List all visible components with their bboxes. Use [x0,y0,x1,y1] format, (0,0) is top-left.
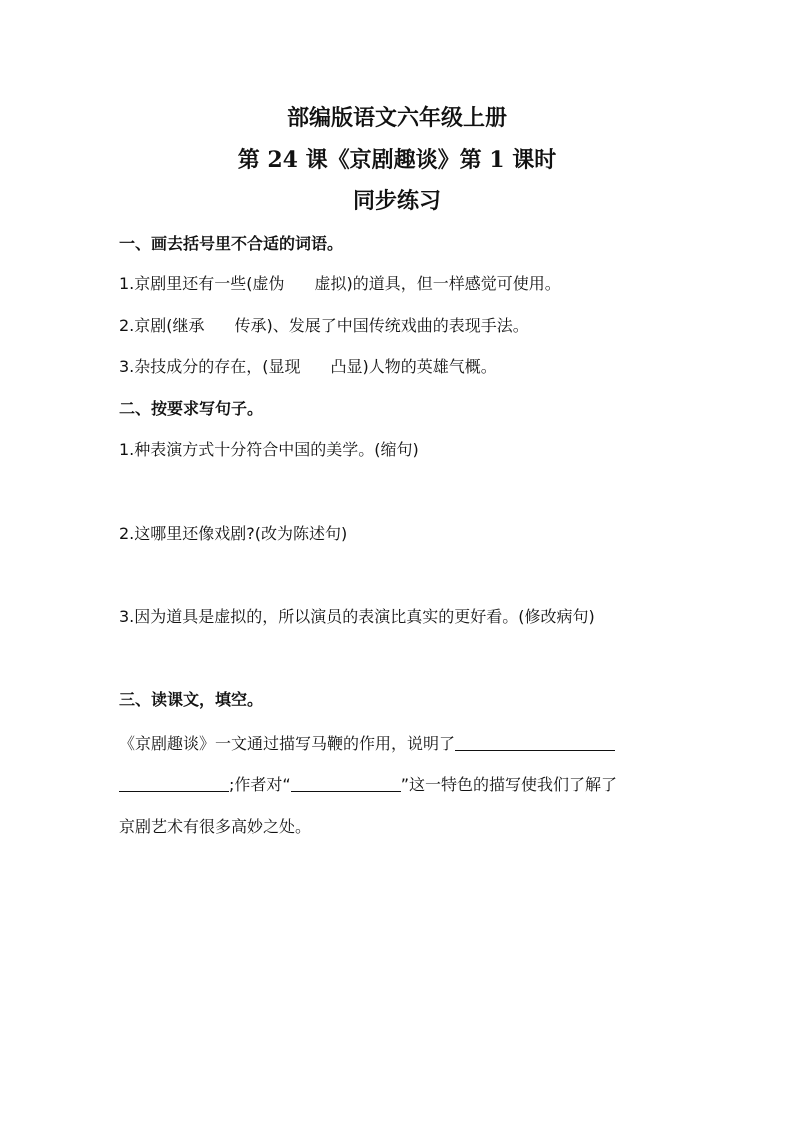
question-3-part-b: 凸显)人物的英雄气概。 [330,357,497,376]
section2-question-3: 3.因为道具是虚拟的，所以演员的表演比真实的更好看。(修改病句) [119,607,595,626]
title-grade: 部编版语文六年级上册 [286,105,507,131]
question-1-part-a: 1.京剧里还有一些(虚伪 [119,274,285,293]
answer-blank-1[interactable] [455,732,615,751]
section3-text-1: 《京剧趣谈》一文通过描写马鞭的作用，说明了 [119,734,456,753]
section2-question-1: 1.种表演方式十分符合中国的美学。(缩句) [119,440,419,459]
section3-text-2b: ”这一特色的描写使我们了解了 [400,775,617,794]
section3-line-2 [119,773,617,796]
title-lesson: 第 24 课《京剧趣谈》第 1 课时 [237,147,557,173]
question-3-part-a: 3.杂技成分的存在，(显现 [119,357,301,376]
section3-line-3: 京剧艺术有很多高妙之处。 [119,817,312,836]
section2-question-2: 2.这哪里还像戏剧?(改为陈述句) [119,524,348,543]
question-2-part-b: 传承)、发展了中国传统戏曲的表现手法。 [234,316,529,335]
section1-heading: 一、画去括号里不合适的词语。 [119,234,344,253]
answer-blank-2[interactable] [119,773,229,792]
question-2-part-a: 2.京剧(继承 [119,316,205,335]
section1-question-2 [119,315,529,337]
section3-heading: 三、读课文，填空。 [119,690,264,709]
title-practice: 同步练习 [352,188,441,214]
section2-heading: 二、按要求写句子。 [119,399,264,418]
section3-text-2a: ;作者对“ [229,775,291,794]
question-1-part-b: 虚拟)的道具，但一样感觉可使用。 [314,274,561,293]
section3-line-1 [119,732,615,755]
answer-blank-3[interactable] [291,773,401,792]
section1-question-1 [119,273,561,295]
section1-question-3 [119,356,497,378]
